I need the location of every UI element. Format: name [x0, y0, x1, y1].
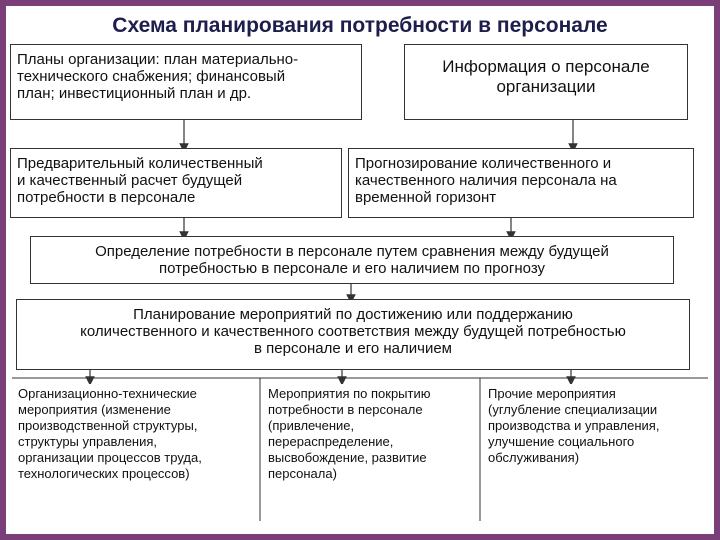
- box-organization-plans-text: Планы организации: план материально- технического снабжения; финансовый план; инвестиционный план и др.: [17, 51, 299, 102]
- box-forecasting-text: Прогнозирование количественного и качественного наличия персонала на временной горизонт: [355, 155, 617, 206]
- box-org-tech-measures: [14, 384, 258, 514]
- box-determination-text: Определение потребности в персонале путем сравнения между будущей потребностью в персонале и его наличием по прогнозу: [95, 243, 609, 277]
- box-measures-planning-text: Планирование мероприятий по достижению или поддержанию количественного и качественного соответствия между будущей потребностью в персонале и его наличием: [80, 306, 626, 357]
- box-measures-planning: [16, 299, 690, 370]
- box-other-measures-text: Прочие мероприятия (углубление специализации производства и управления, улучшение социального обслуживания): [488, 386, 660, 465]
- box-forecasting: [348, 148, 694, 218]
- box-personnel-info-text: Информация о персонале организации: [442, 57, 650, 96]
- box-preliminary-calculation: [10, 148, 342, 218]
- box-coverage-measures-text: Мероприятия по покрытию потребности в персонале (привлечение, перераспределение, высвобождение, развитие персонала): [268, 386, 431, 481]
- slide: [6, 6, 714, 534]
- diagram-title: Схема планирования потребности в персонале: [112, 14, 608, 37]
- box-organization-plans: [10, 44, 362, 120]
- box-org-tech-measures-text: Организационно-технические мероприятия (изменение производственной структуры, структуры управления, организации процессов труда, технологических процессов): [18, 386, 202, 481]
- box-personnel-info: [404, 44, 688, 120]
- box-other-measures: [484, 384, 710, 514]
- box-preliminary-calculation-text: Предварительный количественный и качественный расчет будущей потребности в персонале: [17, 155, 263, 206]
- box-determination: [30, 236, 674, 284]
- box-coverage-measures: [264, 384, 478, 514]
